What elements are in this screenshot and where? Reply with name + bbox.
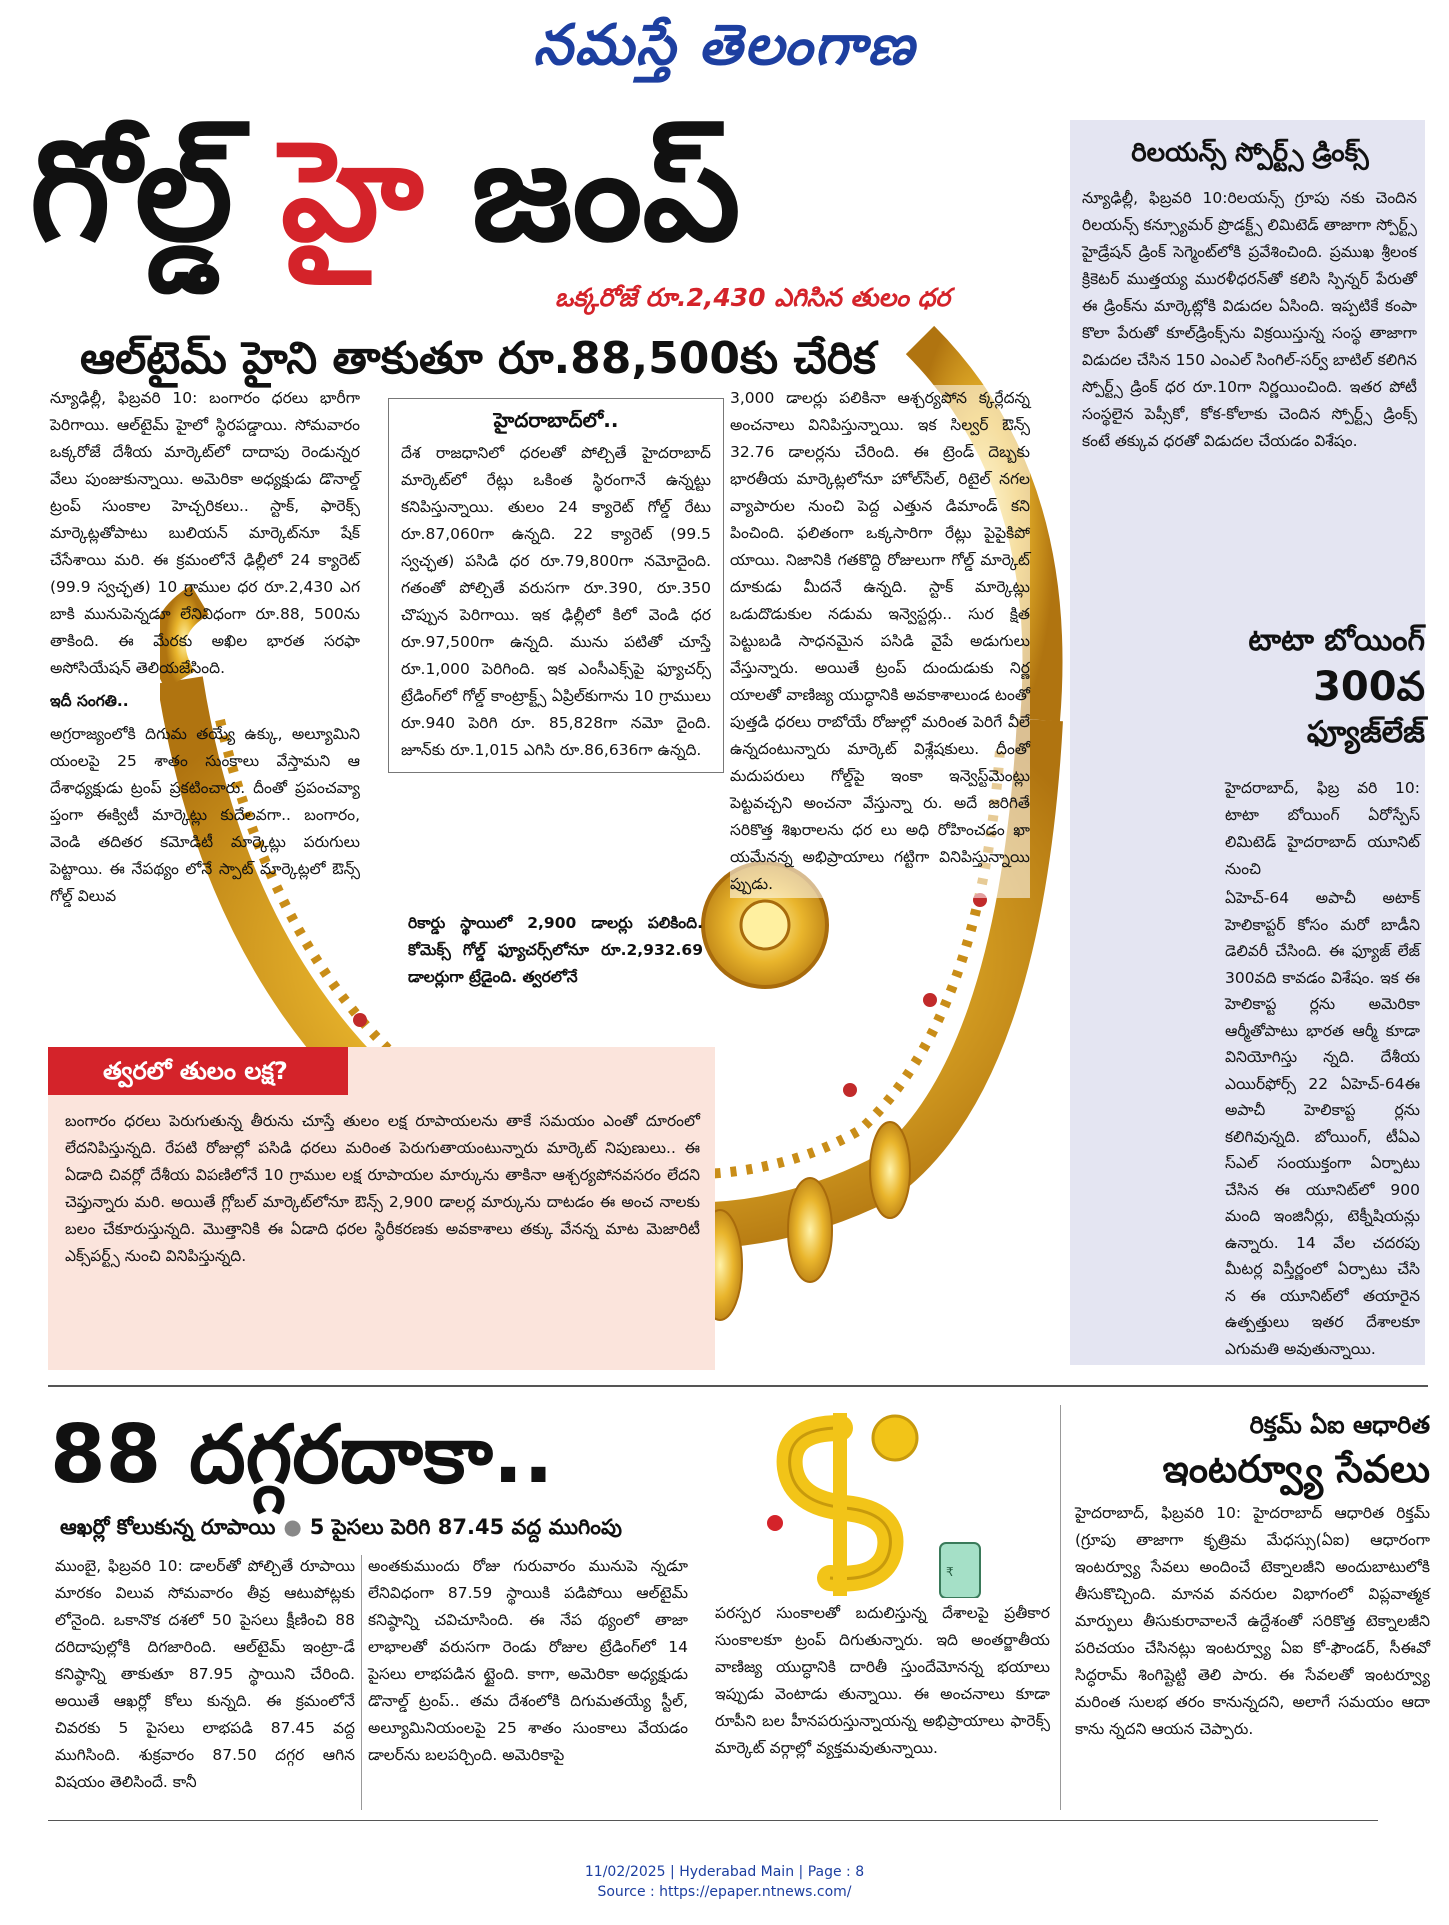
box-title: హైదరాబాద్‌లో.. <box>493 408 619 432</box>
deck-part: 5 పైసలు పెరిగి 87.45 వద్ద ముగింపు <box>309 1515 622 1539</box>
masthead-logo: నమస్తే తెలంగాణ <box>533 12 916 78</box>
svg-text:₹: ₹ <box>946 1565 954 1579</box>
headline-word-high: హై <box>280 111 424 272</box>
article-paragraph: అగ్రరాజ్యంలోకి దిగుమ తయ్యే ఉక్కు, అల్యూమిని యంలపై 25 శాతం సుంకాలు వేస్తామని ఆ దేశాధ్యక్షుడు ట్రంప్ ప్రకటించారు. దీంతో ప్రపంచవ్యా ప్తంగా ఈక్విటీ మార్కెట్లు కుదేలవగా.. బంగారం, వెండి తదితర కమోడిటీ మార్కెట్లు పరుగులు పెట్టాయి. ఈ నేపథ్యం లోనే స్పాట్ మార్కెట్లలో ఔన్స్ గోల్డ్ విలువ <box>50 725 360 905</box>
footer-source-link[interactable]: Source : https://epaper.ntnews.com/ <box>597 1884 852 1900</box>
headline-line: 300వ <box>1313 664 1425 710</box>
tata-boeing-headline <box>1180 618 1425 756</box>
article-paragraph: న్యూఢిల్లీ, ఫిబ్రవరి 10: బంగారం ధరలు భారీగా పెరిగాయి. ఆల్‌టైమ్ హైలో స్థిరపడ్డాయి. సోమవారం ఒక్కరోజే దేశీయ మార్కెట్‌లో దాదాపు రెండున్నర వేలు పుంజుకున్నాయి. అమెరికా అధ్యక్షుడు డొనాల్డ్ ట్రంప్ సుంకాల హెచ్చరికలు.. స్టాక్, ఫారెక్స్ మార్కెట్లతోపాటు బులియన్ మార్కెట్‌నూ షేక్ చేసేశాయి మరి. ఈ క్రమంలోనే ఢిల్లీలో 24 క్యారెట్ (99.9 స్వచ్ఛత) 10 గ్రాముల ధర రూ.2,430 ఎగ బాకి మునుపెన్నడూ లేనివిధంగా రూ.88, 500ను తాకింది. ఈ మేరకు అఖిల భారత సరఫా అసోసియేషన్ తెలియజేసింది. <box>50 389 360 677</box>
box-text: దేశ రాజధానిలో ధరలతో పోల్చితే హైదరాబాద్ మార్కెట్‌లో రేట్లు ఒకింత స్థిరంగానే ఉన్నట్టు కనిపిస్తున్నాయి. తులం 24 క్యారెట్ గోల్డ్ రేటు రూ.87,060గా ఉన్నది. 22 క్యారెట్ (99.5 స్వచ్ఛత) పసిడి ధర రూ.79,800గా నమోదైంది. గతంతో పోల్చితే వరుసగా రూ.390, రూ.350 చొప్పున పెరిగాయి. ఇక ఢిల్లీలో కిలో వెండి ధర రూ.97,500గా ఉన్నది. మును పటితో చూస్తే రూ.1,000 పెరిగింది. ఇక ఎంసీఎక్స్‌పై ఫ్యూచర్స్ ట్రేడింగ్‌లో గోల్డ్ కాంట్రాక్ట్స్ ఏప్రిల్‌కుగాను 10 గ్రాములు రూ.940 పెరిగి రూ. 85,828గా నమో దైంది. జూన్‌కు రూ.1,015 ఎగిసి రూ.86,636గా ఉన్నది. <box>401 444 711 759</box>
headline-line: ఇంటర్వ్యూ సేవలు <box>1162 1447 1430 1491</box>
headline-word-jump: జంప్ <box>471 111 741 272</box>
hyderabad-rates-box <box>388 398 724 773</box>
headline-word-gold: గోల్డ్ <box>30 111 233 272</box>
interview-headline <box>1080 1408 1430 1496</box>
rupee-column-1: ముంబై, ఫిబ్రవరి 10: డాలర్‌తో పోల్చితే రూపాయి మారకం విలువ సోమవారం తీవ్ర ఆటుపోట్లకు లోనైంది. ఒకానొక దశలో 50 పైసలు క్షీణించి 88 దరిదాపుల్లోకి దిగజారింది. ఆల్‌టైమ్ ఇంట్రా-డే కనిష్ఠాన్ని తాకుతూ 87.95 స్థాయిని చేరింది. అయితే ఆఖర్లో కోలు కున్నది. ఈ క్రమంలోనే చివరకు 5 పైసలు లాభపడి 87.45 వద్ద ముగిసింది. శుక్రవారం 87.50 దగ్గర ఆగిన విషయం తెలిసిందే. కానీ <box>55 1557 355 1791</box>
bottom-rule <box>48 1820 1378 1821</box>
bullet-icon: ● <box>283 1515 302 1539</box>
interview-story: హైదరాబాద్, ఫిబ్రవరి 10: హైదరాబాద్ ఆధారిత రిక్తమ్ (గ్రూపు తాజాగా కృత్రిమ మేధస్సు(ఏఐ) ఆధారంగా ఇంటర్వ్యూ సేవలు అందించే టెక్నాలజీని అందుబాటులోకి తీసుకొచ్చింది. మానవ వనరుల విభాగంలో విప్లవాత్మక మార్పులు తీసుకురావాలనే ఉద్దేశంతో సరికొత్త టెక్నాలజీని పరిచయం చేసినట్లు ఇంటర్వ్యూ ఏఐ కో-ఫౌండర్, సీఈవో సిద్ధరామ్ శింగిష్టెట్టి తెలి పారు. ఈ సేవలతో ఇంటర్వ్యూ మరింత సులభ తరం కానున్నదని, అలాగే సమయం ఆదా కాను న్నదని ఆయన చెప్పారు. <box>1075 1504 1430 1738</box>
page-footer <box>0 1862 1449 1902</box>
section-divider <box>48 1385 1428 1387</box>
column-divider <box>1060 1405 1061 1810</box>
article-subhead: ఇదీ సంగతి.. <box>50 692 129 710</box>
gold-story-column-2-bottom: రికార్డు స్థాయిలో 2,900 డాలర్లు పలికింది. కోమెక్స్ గోల్డ్ ఫ్యూచర్స్‌లోనూ రూ.2,932.69 డాలర్లుగా ట్రేడైంది. త్వరలోనే <box>408 914 703 986</box>
column-divider <box>361 1555 362 1810</box>
headline-line: రిక్తమ్ ఏఐ ఆధారిత <box>1249 1411 1430 1439</box>
main-headline <box>30 111 1030 272</box>
gold-story-column-3: 3,000 డాలర్లు పలికినా ఆశ్చర్యపోన క్కర్లేదన్న అంచనాలు వినిపిస్తున్నాయి. ఇక సిల్వర్ ఔన్స్ 32.76 డాలర్లను చేరింది. ఈ ట్రెండ్ దెబ్బకు భారతీయ మార్కెట్లలోనూ హోల్‌సేల్, రిటైల్ నగల వ్యాపారుల నుంచి పెద్ద ఎత్తున డిమాండ్ కని పించింది. ఫలితంగా ఒక్కసారిగా రేట్లు పైపైకిపో యాయి. నిజానికి గతకొద్ది రోజులుగా గోల్డ్ మార్కెట్ దూకుడు మీదనే ఉన్నది. స్టాక్ మార్కెట్లు ఒడుదొడుకుల నడుమ ఇన్వెస్టర్లు.. సుర క్షిత పెట్టుబడి సాధనమైన పసిడి వైపే అడుగులు వేస్తున్నారు. అయితే ట్రంప్ దుందుడుకు నిర్ణ యాలతో వాణిజ్య యుద్ధానికి అవకాశాలుండ టంతో పుత్తడి ధరలు రాబోయే రోజుల్లో మరింత పెరిగే వీలే ఉన్నదంటున్నారు మార్కెట్ విశ్లేషకులు. దీంతో మదుపరులు గోల్డ్‌పై ఇంకా ఇన్వెస్ట్‌మెంట్లు పెట్టవచ్చని అంచనా వేస్తున్నా రు. అదే జరిగితే సరికొత్త శిఖరాలను ధర లు అధి రోహించడం ఖా యమేనన్న అభిప్రాయాలు గట్టిగా వినిపిస్తున్నాయి ప్పుడు. <box>730 385 1030 898</box>
reliance-headline: రిలయన్స్ స్పోర్ట్స్ డ్రింక్స్ <box>1131 138 1369 168</box>
headline-line: ఫ్యూజ్‌లేజ్ <box>1306 715 1425 750</box>
deck-part: ఆఖర్లో కోలుకున్న రూపాయి <box>60 1515 276 1539</box>
gold-story-column-1 <box>50 385 360 916</box>
deck-headline: ఆల్‌టైమ్ హైని తాకుతూ రూ.88,500కు చేరిక <box>80 333 876 384</box>
reliance-story: న్యూఢిల్లీ, ఫిబ్రవరి 10:రిలయన్స్ గ్రూపు నకు చెందిన రిలయన్స్ కన్స్యూమర్ ప్రొడక్ట్స్ లిమిటెడ్ తాజాగా స్పోర్ట్స్ హైడ్రేషన్ డ్రింక్ సెగ్మెంట్‌లోకి ప్రవేశించింది. ప్రముఖ శ్రీలంక క్రికెటర్ ముత్తయ్య మురళీధరన్‌తో కలిసి స్పిన్నర్ పేరుతో ఈ డ్రింక్‌ను మార్కెట్లోకి విడుదల ఏసింది. ఇప్పటికే కంపా కొలా పేరుతో కూల్‌డ్రింక్స్‌ను విక్రయిస్తున్న సంస్థ తాజాగా విడుదల చేసిన 150 ఎంఎల్ సింగిల్-సర్వ్ బాటిల్ కలిగిన స్పోర్ట్స్ డ్రింక్ ధర రూ.10గా నిర్ణయించింది. ఇతర పోటీ సంస్థలైన పెప్సీకో, కోక-కోలాకు చెందిన స్పోర్ట్స్ డ్రింక్స్ కంటే తక్కువ ధరతో విడుదల చేయడం విశేషం. <box>1082 189 1417 450</box>
footer-date-edition: 11/02/2025 | Hyderabad Main | Page : 8 <box>584 1864 865 1880</box>
rupee-column-2: అంతకుముందు రోజు గురువారం మునుపె న్నడూ లేనివిధంగా 87.59 స్థాయికి పడిపోయి ఆల్‌టైమ్ కనిష్ఠాన్ని చవిచూసింది. ఈ నేప థ్యంలో తాజా లాభాలతో వరుసగా రెండు రోజుల ట్రేడింగ్‌లో 14 పైసలు లాభపడిన ట్టైంది. కాగా, అమెరికా అధ్యక్షుడు డొనాల్డ్ ట్రంప్.. తమ దేశంలోకి దిగుమతయ్యే స్టీల్, అల్యూమినియంలపై 25 శాతం సుంకాలు వేయడం డాలర్‌ను బలపర్చింది. అమెరికాపై <box>368 1557 688 1764</box>
headline-line: టాటా బోయింగ్ <box>1248 623 1425 658</box>
tata-boeing-intro: హైదరాబాద్, ఫిబ్ర వరి 10: టాటా బోయింగ్ ఏరోస్పేస్ లిమిటెడ్ హైదరాబాద్ యూనిట్ నుంచి <box>1225 779 1420 878</box>
tata-boeing-story: ఏహెచ్-64 అపాచీ అటాక్ హెలికాప్టర్ కోసం మరో బాడీని డెలివరీ చేసింది. ఈ ఫ్యూజ్ లేజ్ 300వది కావడం విశేషం. ఇక ఈ హెలికాప్ట ర్లను అమెరికా ఆర్మీతోపాటు భారత ఆర్మీ కూడా వినియోగిస్తు న్నది. దేశీయ ఎయిర్‌ఫోర్స్ 22 ఏహెచ్-64ఈ అపాచీ హెలికాప్ట ర్లను కలిగివున్నది. బోయింగ్, టీఏఎ స్ఎల్ సంయుక్తంగా ఏర్పాటు చేసిన ఈ యూనిట్‌లో 900 మంది ఇంజినీర్లు, టెక్నీషియన్లు ఉన్నారు. 14 వేల చదరపు మీటర్ల విస్తీర్ణంలో ఏర్పాటు చేసి న ఈ యూనిట్‌లో తయారైన ఉత్పత్తులు ఇతర దేశాలకూ ఎగుమతి అవుతున్నాయి. <box>1225 889 1420 1358</box>
tulam-laksha-title: త్వరలో తులం లక్ష? <box>48 1047 348 1095</box>
tulam-laksha-text: బంగారం ధరలు పెరుగుతున్న తీరును చూస్తే తులం లక్ష రూపాయలను తాకే సమయం ఎంతో దూరంలో లేదనిపిస్తున్నది. రేపటి రోజుల్లో పసిడి ధరలు మరింత పెరుగుతాయంటున్నారు మార్కెట్ నిపుణులు.. ఈ ఏడాది చివర్లో దేశీయ విపణిలోనే 10 గ్రాముల లక్ష రూపాయల మార్కును తాకినా ఆశ్చర్యపోనవసరం లేదని చెప్తున్నారు మరి. అయితే గ్లోబల్ మార్కెట్‌లోనూ ఔన్స్ 2,900 డాలర్ల మార్కును దాటడం ఈ అంచ నాలకు బలం చేకూరుస్తున్నది. మొత్తానికి ఈ ఏడాది ధరల స్థిరీకరణకు అవకాశాలు తక్కు వేనన్న మాట మెజారిటీ ఎక్స్‌పర్ట్స్ నుంచి వినిపిస్తున్నది. <box>65 1112 700 1265</box>
sub-headline: ఒక్కరోజే రూ.2,430 ఎగిసిన తులం ధర <box>555 283 951 312</box>
rupee-column-3: పరస్పర సుంకాలతో బదులిస్తున్న దేశాలపై ప్రతీకార సుంకాలకూ ట్రంప్ దిగుతున్నారు. ఇది అంతర్జాతీయ వాణిజ్య యుద్ధానికి దారితీ స్తుందేమోనన్న భయాలు ఇప్పుడు వెంటాడు తున్నాయి. ఈ అంచనాలు కూడా రూపీని బల హీనపరుస్తున్నాయన్న అభిప్రాయాలు ఫారెక్స్ మార్కెట్ వర్గాల్లో వ్యక్తమవుతున్నాయి. <box>715 1604 1050 1757</box>
rupee-deck <box>60 1515 740 1545</box>
dollar-sign-illustration <box>745 1408 1005 1598</box>
rupee-headline: 88 దగ్గరదాకా.. <box>50 1408 554 1501</box>
